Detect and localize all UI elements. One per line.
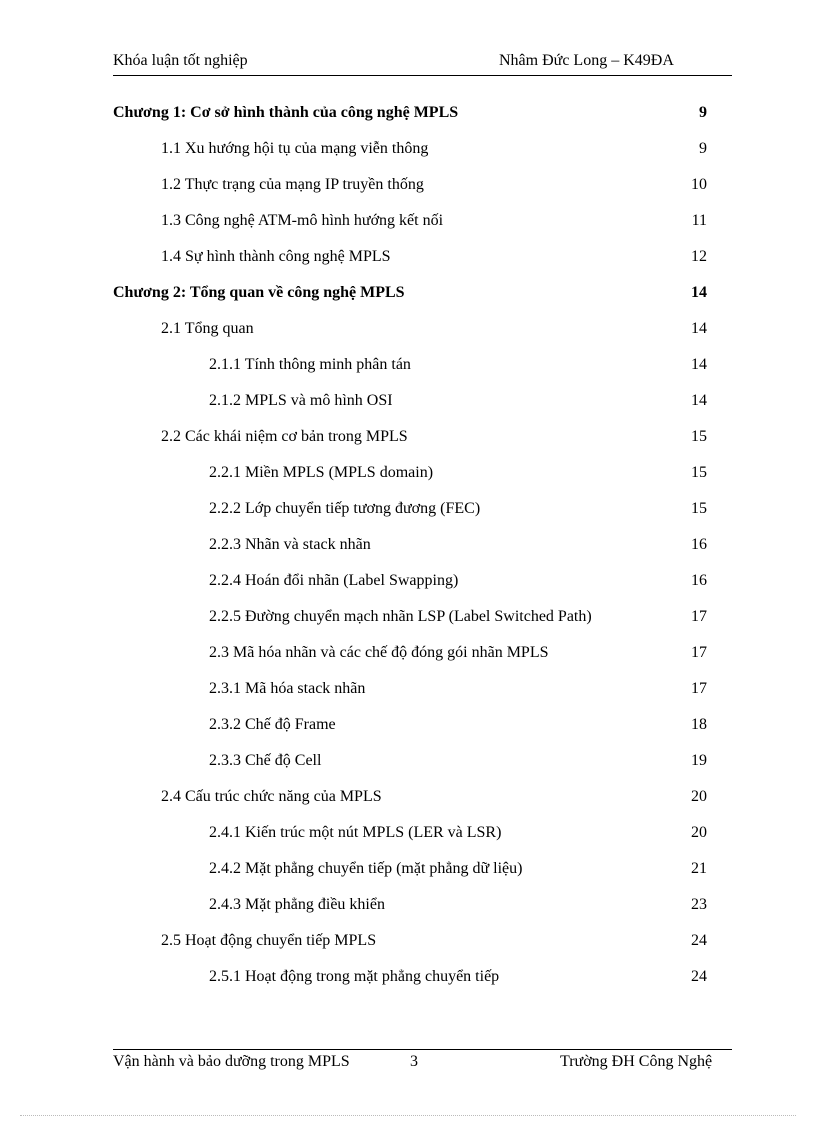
toc-entry-title: 2.3.3 Chế độ Cell (209, 752, 322, 769)
toc-entry-title: 2.1.1 Tính thông minh phân tán (209, 356, 411, 373)
toc-entry-title: 2.3.1 Mã hóa stack nhãn (209, 680, 366, 697)
toc-entry[interactable] (0, 821, 816, 845)
toc-entry[interactable] (0, 965, 816, 989)
toc-entry-page: 17 (691, 680, 707, 697)
toc-entry-title: 2.4 Cấu trúc chức năng của MPLS (161, 788, 382, 805)
toc-entry-title: 2.5.1 Hoạt động trong mặt phẳng chuyển tiếp (209, 968, 500, 985)
toc-entry-title: 1.3 Công nghệ ATM-mô hình hướng kết nối (161, 212, 444, 229)
toc-entry-title: 2.2.5 Đường chuyển mạch nhãn LSP (Label Switched Path) (209, 608, 592, 625)
toc-entry[interactable] (0, 749, 816, 773)
toc-entry-page: 14 (691, 392, 707, 409)
page-number: 3 (410, 1053, 418, 1070)
toc-entry-page: 15 (691, 464, 707, 481)
toc-entry-page: 16 (691, 536, 707, 553)
toc-entry-page: 15 (691, 428, 707, 445)
toc-entry-page: 14 (691, 320, 707, 337)
toc-entry[interactable] (0, 209, 816, 233)
toc-entry-page: 9 (699, 140, 707, 157)
toc-entry-title: Chương 2: Tổng quan về công nghệ MPLS (113, 284, 405, 301)
toc-entry[interactable] (0, 137, 816, 161)
toc-entry-title: 2.2.2 Lớp chuyển tiếp tương đương (FEC) (209, 500, 481, 517)
page-footer-right: Trường ĐH Công Nghệ (560, 1053, 713, 1070)
toc-entry-page: 9 (699, 104, 707, 121)
toc-entry-title: 2.5 Hoạt động chuyển tiếp MPLS (161, 932, 377, 949)
toc-entry-page: 24 (691, 968, 707, 985)
toc-entry[interactable] (0, 317, 816, 341)
toc-entry-page: 11 (691, 212, 707, 229)
toc-entry[interactable] (0, 353, 816, 377)
page-header-right: Nhâm Đức Long – K49ĐA (499, 52, 674, 69)
toc-entry-title: 2.4.2 Mặt phẳng chuyển tiếp (mặt phẳng dữ liệu) (209, 860, 523, 877)
toc-entry-title: 2.1 Tổng quan (161, 320, 254, 337)
toc-entry[interactable] (0, 245, 816, 269)
toc-entry[interactable] (0, 857, 816, 881)
toc-entry[interactable] (0, 569, 816, 593)
toc-entry-title: 2.2.3 Nhãn và stack nhãn (209, 536, 371, 553)
toc-entry-page: 18 (691, 716, 707, 733)
toc-entry-page: 23 (691, 896, 707, 913)
toc-entry-title: 1.4 Sự hình thành công nghệ MPLS (161, 248, 391, 265)
toc-entry-page: 14 (691, 284, 707, 301)
toc-entry-page: 17 (691, 608, 707, 625)
page-edge (20, 1115, 796, 1116)
toc-entry[interactable] (0, 893, 816, 917)
toc-entry[interactable] (0, 713, 816, 737)
toc-entry-page: 17 (691, 644, 707, 661)
toc-entry-page: 14 (691, 356, 707, 373)
toc-entry-page: 21 (691, 860, 707, 877)
toc-entry-title: 2.4.1 Kiến trúc một nút MPLS (LER và LSR) (209, 824, 502, 841)
toc-entry-page: 20 (691, 824, 707, 841)
toc-entry-title: 2.1.2 MPLS và mô hình OSI (209, 392, 393, 409)
footer-divider (113, 1049, 732, 1050)
toc-entry[interactable] (0, 389, 816, 413)
toc-entry-page: 12 (691, 248, 707, 265)
toc-entry-page: 15 (691, 500, 707, 517)
toc-entry[interactable] (0, 785, 816, 809)
toc-entry-page: 10 (691, 176, 707, 193)
toc-entry[interactable] (0, 533, 816, 557)
toc-entry-page: 19 (691, 752, 707, 769)
toc-entry[interactable] (0, 605, 816, 629)
toc-entry[interactable] (0, 461, 816, 485)
toc-entry-title: 2.2 Các khái niệm cơ bản trong MPLS (161, 428, 408, 445)
page-header-left: Khóa luận tốt nghiệp (113, 52, 248, 69)
toc-entry[interactable] (0, 641, 816, 665)
toc-entry-title: 2.2.4 Hoán đổi nhãn (Label Swapping) (209, 572, 459, 589)
toc-entry-title: 1.1 Xu hướng hội tụ của mạng viễn thông (161, 140, 429, 157)
toc-entry[interactable] (0, 101, 816, 125)
toc-entry-title: 2.3.2 Chế độ Frame (209, 716, 336, 733)
toc-entry-title: Chương 1: Cơ sở hình thành của công nghệ MPLS (113, 104, 459, 121)
toc-entry[interactable] (0, 281, 816, 305)
toc-entry-page: 24 (691, 932, 707, 949)
toc-entry[interactable] (0, 929, 816, 953)
toc-entry-title: 2.4.3 Mặt phẳng điều khiển (209, 896, 385, 913)
toc-entry[interactable] (0, 173, 816, 197)
toc-entry-title: 1.2 Thực trạng của mạng IP truyền thống (161, 176, 424, 193)
toc-entry-page: 20 (691, 788, 707, 805)
toc-entry-title: 2.3 Mã hóa nhãn và các chế độ đóng gói nhãn MPLS (209, 644, 549, 661)
toc-entry-page: 16 (691, 572, 707, 589)
toc-entry[interactable] (0, 677, 816, 701)
toc-entry[interactable] (0, 497, 816, 521)
toc-entry-title: 2.2.1 Miền MPLS (MPLS domain) (209, 464, 434, 481)
toc-entry[interactable] (0, 425, 816, 449)
page-footer-left: Vận hành và bảo dưỡng trong MPLS (113, 1053, 350, 1070)
